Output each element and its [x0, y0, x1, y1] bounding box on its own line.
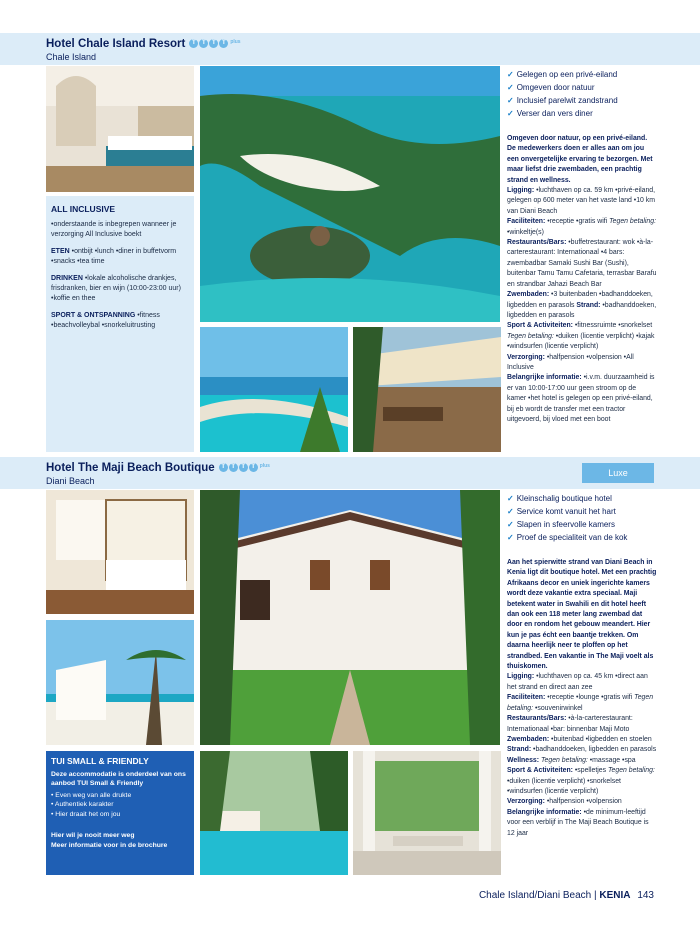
hotel-location: Diani Beach [46, 476, 95, 486]
hotel-description: Omgeven door natuur, op een privé-eiland. De medewerkers doen er alles aan om jou een onvergetelijke ervaring te bezorgen. Met maar liefst drie zwembaden, een prachtig strand en wellness. Ligging: •luchthaven op ca. 59 km •privé-eiland, gelegen op 600 meter van het vaste land •10 km van Diani Beach Faciliteiten: •receptie •gratis wifi Tegen betaling: •winkeltje(s) Restaurants/Bars: •buffetrestaurant: wok •à-la-carterestaurant: Internationaal •4 bars: zwembadbar Samaki Sushi Bar (Sushi), buitenbar Tamu Tamu Cafetaria, terrasbar Barafu en strandbar Jahazi Beach Bar Zwembaden: •3 buitenbaden •badhanddoeken, ligbedden en parasols Strand: •badhanddoeken, ligbedden en parasols Sport & Activiteiten: •fitnessruimte •snorkelset Tegen betaling: •duiken (licentie verplicht) •kajak •windsurfen (licentie verplicht) Verzorging: •halfpension •volpension •All Inclusive Belangrijke informatie: •i.v.m. duurzaamheid is er van 10:00-17:00 uur geen stroom op de kamer •het hotel is gelegen op een privé-eiland, bij eb wordt de transfer met een tractor uitgevoerd, bij vloed met een boot [507, 135, 657, 423]
check-icon: ✓ [507, 96, 514, 105]
check-icon: ✓ [507, 83, 514, 92]
list-item: • Even weg van alle drukte [51, 791, 189, 801]
highlight-item: ✓ Gelegen op een privé-eiland [507, 70, 618, 79]
check-icon: ✓ [507, 70, 514, 79]
all-inclusive-box [46, 196, 194, 452]
hotel-name: Hotel The Maji Beach Boutique T T T T plus [46, 462, 270, 474]
check-icon: ✓ [507, 507, 514, 516]
luxe-badge: Luxe [582, 463, 654, 483]
hotel-name: Hotel Chale Island Resort T T T T plus [46, 38, 241, 50]
footer-region: Chale Island/Diani Beach [478, 890, 592, 901]
small-friendly-footer-2: Meer informatie voor in de brochure [51, 841, 168, 849]
highlight-item: ✓ Proef de specialiteit van de kok [507, 533, 628, 542]
all-inclusive-drinken: DRINKEN •lokale alcoholische drankjes, frisdranken, bier en wijn (10:00-23:00 uur) •koffie en thee [51, 275, 181, 302]
page-footer [479, 890, 654, 901]
small-friendly-title: TUI SMALL & FRIENDLY [51, 756, 149, 766]
rating-icon: T T T T plus [189, 39, 240, 48]
small-friendly-footer-1: Hier wil je nooit meer weg [51, 832, 135, 839]
check-icon: ✓ [507, 494, 514, 503]
villa-photo [200, 490, 500, 745]
highlight-item: ✓ Omgeven door natuur [507, 83, 595, 92]
list-item: • Hier draait het om jou [51, 810, 189, 820]
footer-country: KENIA [599, 890, 631, 901]
island-aerial-photo [200, 66, 500, 322]
pool-lounge-photo [200, 751, 348, 875]
canopy-bedroom-photo [46, 490, 194, 614]
footer-separator: | [594, 890, 597, 901]
check-icon: ✓ [507, 520, 514, 529]
bedroom-photo [46, 66, 194, 192]
list-item: • Authentiek karakter [51, 800, 189, 810]
highlight-item: ✓ Service komt vanuit het hart [507, 507, 616, 516]
pool-photo [200, 327, 348, 452]
terrace-photo [353, 327, 501, 452]
highlights-list [507, 68, 618, 120]
highlight-item: ✓ Verser dan vers diner [507, 109, 593, 118]
highlight-item: ✓ Kleinschalig boutique hotel [507, 494, 612, 503]
hotel-location: Chale Island [46, 52, 97, 62]
rating-icon: T T T T plus [219, 463, 270, 472]
check-icon: ✓ [507, 533, 514, 542]
page-number: 143 [637, 890, 654, 901]
beach-bed-photo [46, 620, 194, 745]
hotel-description: Aan het spierwitte strand van Diani Beach in Kenia ligt dit boutique hotel. Met een prachtig Afrikaans decor en uniek ingerichte kamers wordt deze vakantie extra speciaal. Maji betekent water in Swahili en dit hotel heeft dan ook een 118 meter lang zwembad dat door en rondom het gebouw meandert. Hier kun je pas écht een baantje trekken. Om daarna heerlijk neer te ploffen op het strandbed. Een vakantie in The Maji voelt als thuiskomen. Ligging: •luchthaven op ca. 45 km •direct aan het strand en direct aan zee Faciliteiten: •receptie •lounge •gratis wifi Tegen betaling: •souvenirwinkel Restaurants/Bars: •à-la-carterestaurant: Internationaal •bar: binnenbar Maji Moto Zwembaden: •buitenbad •ligbedden en stoelen Strand: •badhanddoeken, ligbedden en parasols Wellness: Tegen betaling: •massage •spa Sport & Activiteiten: •spelletjes Tegen betaling: •duiken (licentie verplicht) •snorkelset •windsurfen (licentie verplicht) Verzorging: •halfpension •volpension Belangrijke informatie: •de minimum-leeftijd voor een verblijf in The Maji Beach Boutique is 12 jaar [507, 559, 657, 837]
all-inclusive-sport: SPORT & ONTSPANNING •fitness •beachvolleybal •snorkeluitrusting [51, 312, 160, 329]
veranda-dining-photo [353, 751, 501, 875]
small-friendly-box [46, 751, 194, 875]
small-friendly-intro: Deze accommodatie is onderdeel van ons aanbod TUI Small & Friendly [51, 770, 186, 787]
highlights-list [507, 492, 627, 544]
highlight-item: ✓ Slapen in sfeervolle kamers [507, 520, 615, 529]
highlight-item: ✓ Inclusief parelwit zandstrand [507, 96, 618, 105]
all-inclusive-eten: ETEN •ontbijt •lunch •diner in buffetvorm •snacks •tea time [51, 248, 177, 265]
check-icon: ✓ [507, 109, 514, 118]
all-inclusive-intro: •onderstaande is inbegrepen wanneer je verzorging All Inclusive boekt [51, 221, 177, 238]
small-friendly-list [51, 791, 189, 820]
all-inclusive-title: ALL INCLUSIVE [51, 204, 116, 214]
